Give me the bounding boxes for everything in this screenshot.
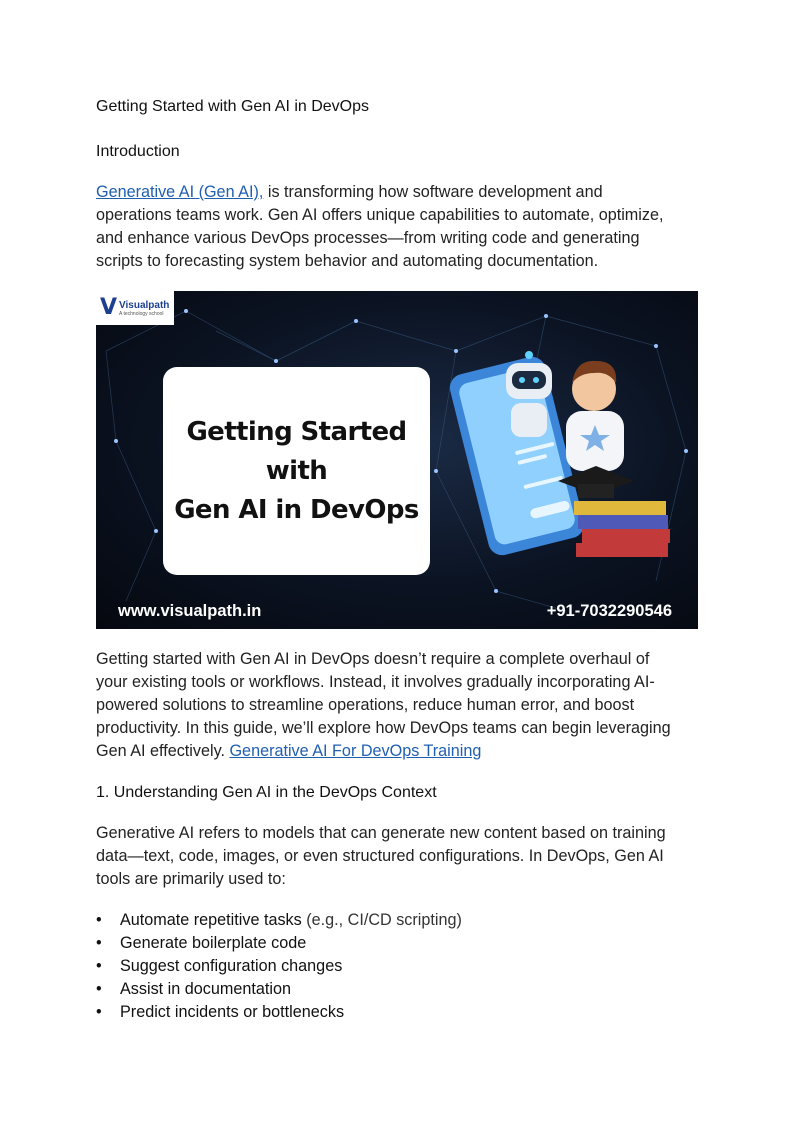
bullet-icon: • [96,980,102,998]
list-item: • Suggest configuration changes [96,955,462,978]
gen-ai-link[interactable]: Generative AI (Gen AI), [96,183,264,201]
bullet-icon: • [96,1003,102,1021]
logo-name: Visualpath [119,299,170,311]
banner-title-line-1: Getting Started [186,416,407,447]
getting-started-paragraph: Getting started with Gen AI in DevOps doesn’t require a complete overhaul of your existing tools or workflows. Instead, it involves gradually incorporating AI- powered solutions to streamline operations, reduce human error, and boost productivity. In this guide, we’ll explore how DevOps teams can begin leveraging Gen AI effectively. Generative AI For DevOps Training [96,650,671,760]
bullet-icon: • [96,957,102,975]
bullet-icon: • [96,911,102,929]
intro-paragraph: Generative AI (Gen AI), is transforming how software development and operations teams work. Gen AI offers unique capabilities to automate, optimize, and enhance various DevOps processes—from writing code and generating scripts to forecasting system behavior and automating documentation. [96,183,664,270]
logo-mark-icon: V [100,295,118,320]
banner-image [96,291,698,629]
list-item: • Automate repetitive tasks (e.g., CI/CD scripting) [96,909,462,932]
bullet-icon: • [96,934,102,952]
banner-title-card [163,367,430,575]
student-illustration-icon [566,361,624,471]
list-item: • Assist in documentation [96,978,462,1001]
visualpath-logo [96,291,174,325]
list-item: • Generate boilerplate code [96,932,462,955]
banner-website: www.visualpath.in [118,602,262,620]
list-item: • Predict incidents or bottlenecks [96,1001,462,1024]
books-illustration-icon [558,466,670,557]
bullet-list [96,909,462,1024]
banner-title-line-2: with [265,455,328,486]
section-1-paragraph: Generative AI refers to models that can generate new content based on training data—text, code, images, or even structured configurations. In DevOps, Gen AI tools are primarily used to: [96,824,666,888]
banner-title-line-3: Gen AI in DevOps [174,494,419,525]
logo-tagline: A technology school [119,310,164,317]
document-title: Getting Started with Gen AI in DevOps [96,98,370,115]
banner-phone: +91-7032290546 [546,602,672,620]
intro-heading: Introduction [96,143,180,160]
training-link[interactable]: Generative AI For DevOps Training [229,742,482,760]
section-1-heading: 1. Understanding Gen AI in the DevOps Context [96,784,437,801]
